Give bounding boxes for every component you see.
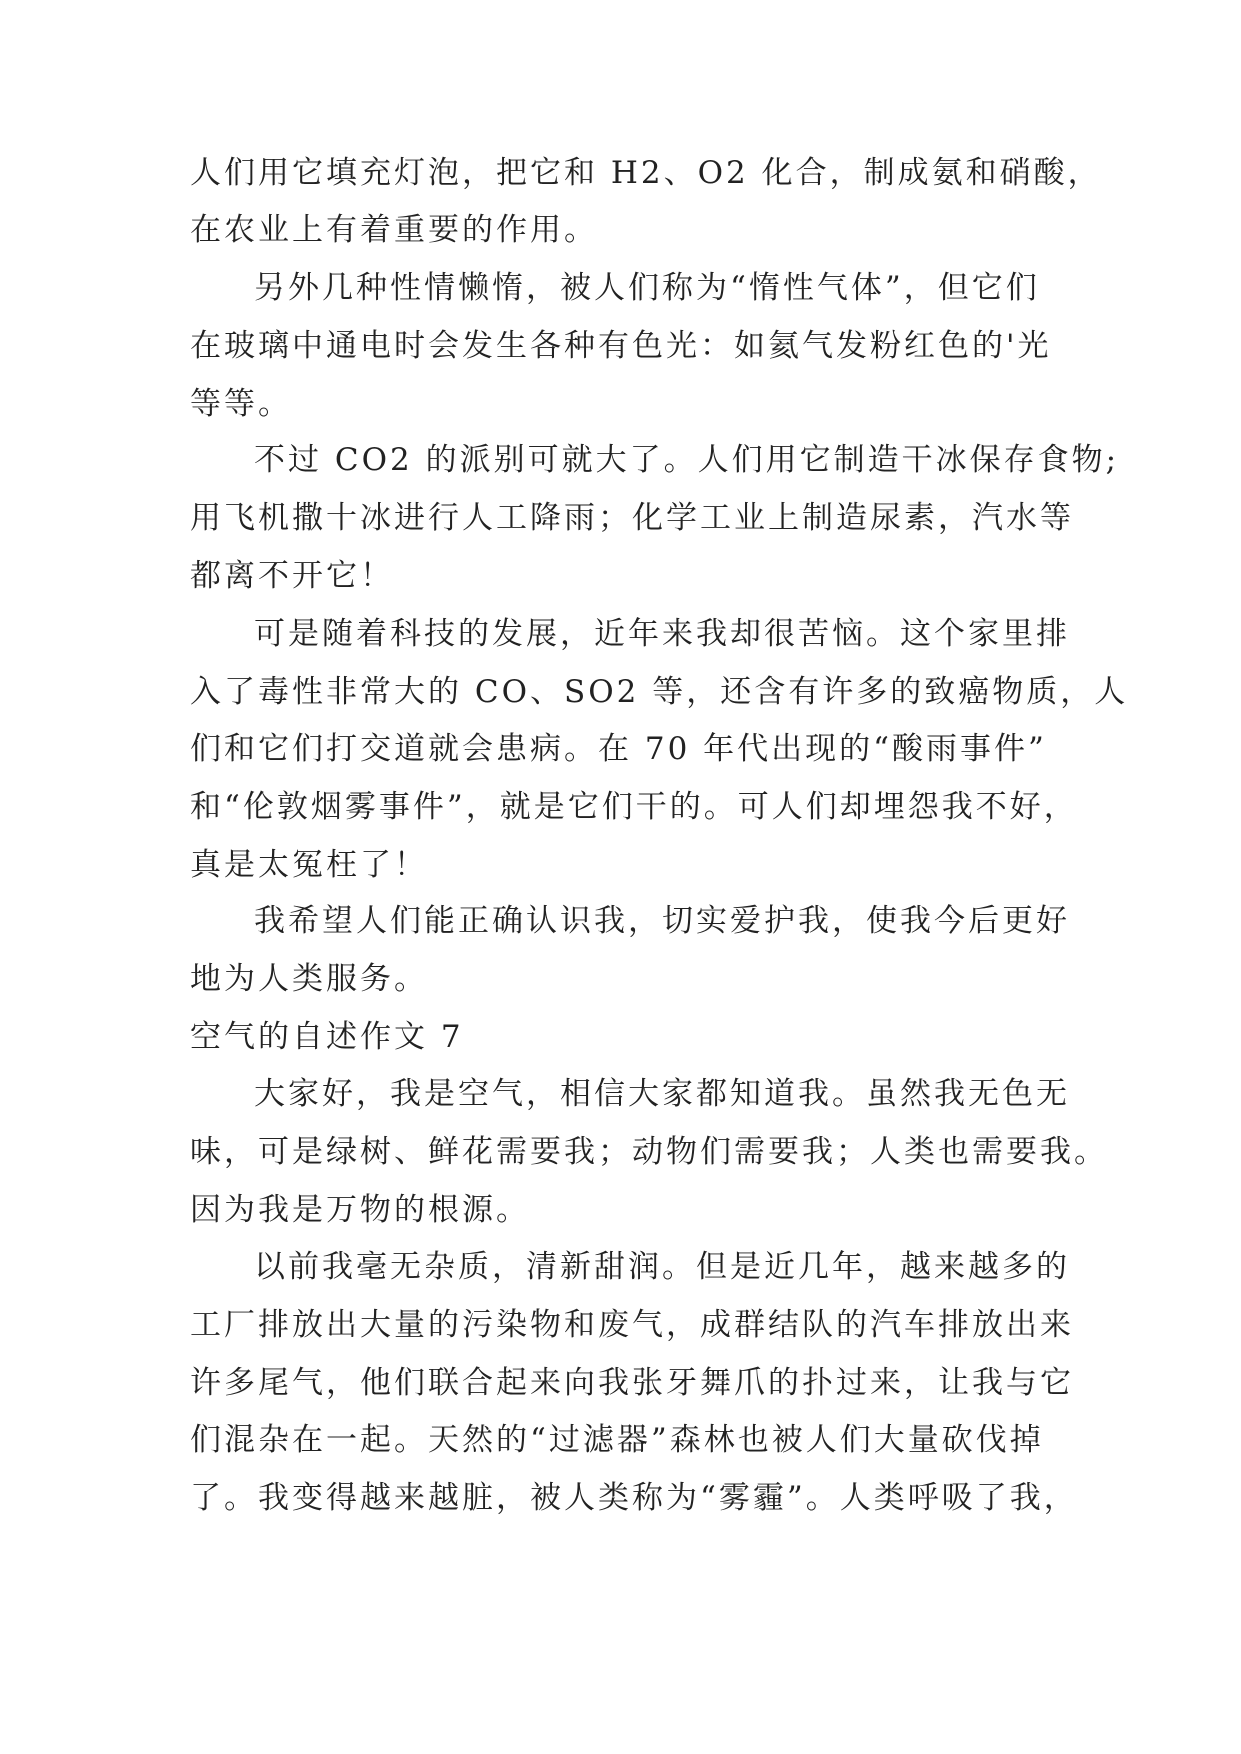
text-line: 入了毒性非常大的 CO、SO2 等，还含有许多的致癌物质，人: [190, 674, 1129, 710]
text-line: 用飞机撒十冰进行人工降雨；化学工业上制造尿素，汽水等: [190, 500, 1074, 536]
paragraph-start: 大家好，我是空气，相信大家都知道我。虽然我无色无: [254, 1076, 1070, 1112]
section-heading: 空气的自述作文 7: [190, 1019, 464, 1055]
text-line: 们混杂在一起。天然的“过滤器”森林也被人们大量砍伐掉: [190, 1422, 1044, 1458]
text-line: 在玻璃中通电时会发生各种有色光：如氦气发粉红色的'光: [190, 328, 1052, 364]
text-line: 真是太冤枉了！: [190, 847, 428, 883]
text-line: 和“伦敦烟雾事件”，就是它们干的。可人们却埋怨我不好，: [190, 789, 1078, 825]
text-line: 人们用它填充灯泡，把它和 H2、O2 化合，制成氨和硝酸，: [190, 155, 1102, 191]
text-line: 们和它们打交道就会患病。在 70 年代出现的“酸雨事件”: [190, 731, 1047, 767]
text-line: 地为人类服务。: [190, 961, 428, 997]
text-line: 在农业上有着重要的作用。: [190, 212, 598, 248]
text-line: 味，可是绿树、鲜花需要我；动物们需要我；人类也需要我。: [190, 1134, 1108, 1170]
paragraph-start: 我希望人们能正确认识我，切实爱护我，使我今后更好: [254, 903, 1070, 939]
paragraph-start: 另外几种性情懒惰，被人们称为“惰性气体”，但它们: [254, 270, 1040, 306]
text-line: 等等。: [190, 386, 292, 422]
paragraph-start: 不过 CO2 的派别可就大了。人们用它制造干冰保存食物;: [254, 442, 1120, 478]
text-line: 工厂排放出大量的污染物和废气，成群结队的汽车排放出来: [190, 1307, 1074, 1343]
text-line: 都离不开它！: [190, 558, 394, 594]
paragraph-start: 以前我毫无杂质，清新甜润。但是近几年，越来越多的: [254, 1249, 1070, 1285]
text-line: 因为我是万物的根源。: [190, 1192, 530, 1228]
text-line: 许多尾气，他们联合起来向我张牙舞爪的扑过来，让我与它: [190, 1365, 1074, 1401]
text-line: 了。我变得越来越脏，被人类称为“雾霾”。人类呼吸了我，: [190, 1480, 1078, 1516]
paragraph-start: 可是随着科技的发展，近年来我却很苦恼。这个家里排: [254, 616, 1070, 652]
